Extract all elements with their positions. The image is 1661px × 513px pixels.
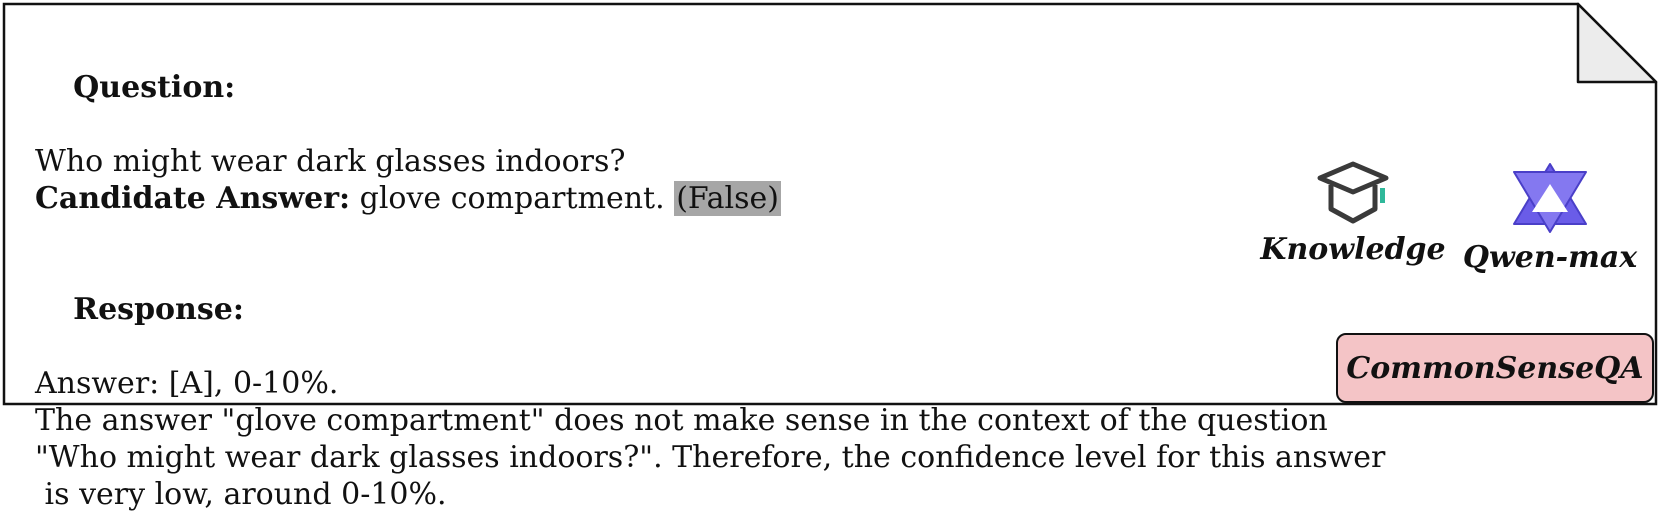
candidate-text: glove compartment. — [359, 181, 665, 216]
qwen-logo — [1455, 160, 1645, 275]
knowledge-logo — [1258, 160, 1448, 267]
candidate-line — [35, 180, 1275, 217]
response-label: Response: — [73, 292, 244, 327]
response-heading — [35, 254, 1275, 365]
response-line: is very low, around 0-10%. — [35, 477, 447, 512]
candidate-verdict: (False) — [676, 181, 780, 216]
response-line: Answer: [A], 0-10%. — [35, 366, 339, 401]
candidate-label: Candidate Answer: — [35, 181, 351, 216]
knowledge-label: Knowledge — [1260, 232, 1446, 267]
dataset-badge: CommonSenseQA — [1336, 333, 1654, 403]
response-line: "Who might wear dark glasses indoors?". Therefore, the confidence level for this answer — [35, 440, 1386, 475]
response-line: The answer "glove compartment" does not make sense in the context of the question — [35, 403, 1328, 438]
question-text: Who might wear dark glasses indoors? — [35, 144, 626, 179]
model-label: Qwen-max — [1462, 240, 1638, 275]
spacer — [35, 217, 1275, 254]
question-label: Question: — [73, 70, 236, 105]
dog-ear-fold — [1578, 4, 1656, 82]
question-heading — [35, 32, 1275, 143]
graduation-cap-icon — [1314, 160, 1392, 228]
qwen-star-icon — [1508, 160, 1592, 236]
